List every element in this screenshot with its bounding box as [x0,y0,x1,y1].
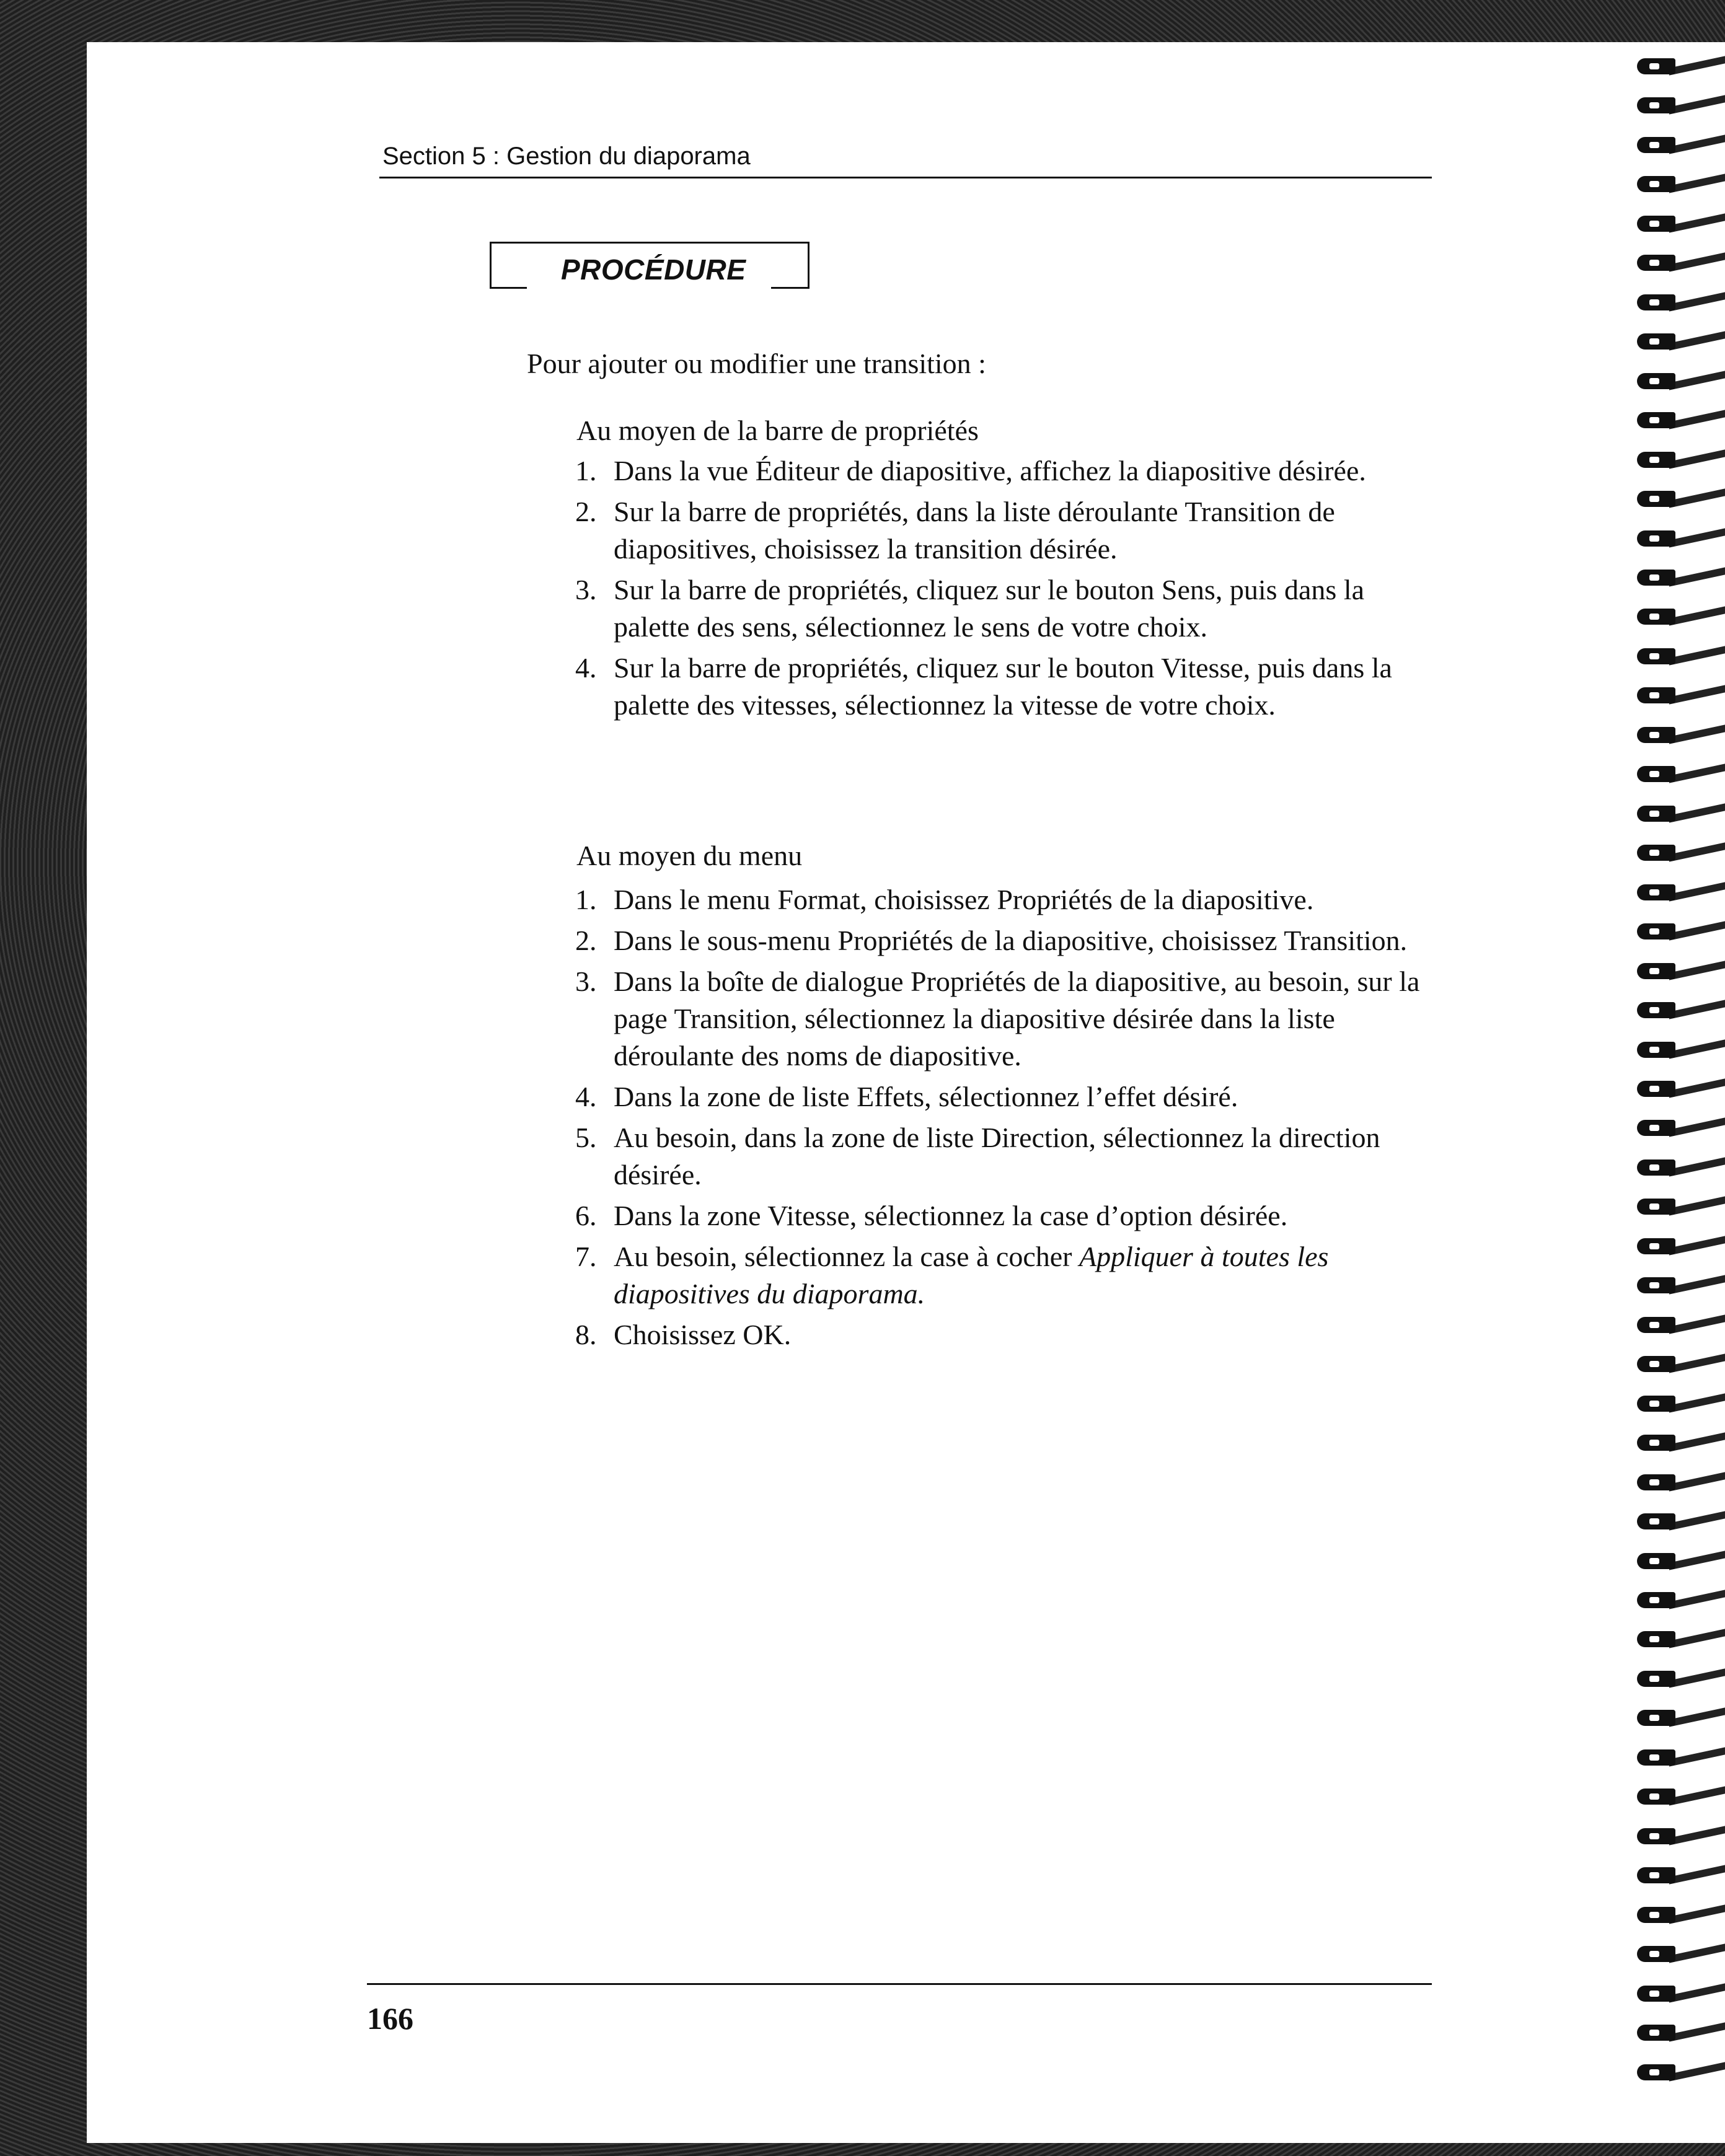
spiral-coil [1632,763,1725,785]
header-rule [379,177,1432,178]
spiral-coil [1632,1196,1725,1217]
step-text: Dans la vue Éditeur de diapositive, affichez la diapositive désirée. [614,455,1366,486]
spiral-coil [1632,1865,1725,1886]
spiral-coil [1632,1393,1725,1414]
spiral-coil [1632,1707,1725,1728]
group2-steps [575,881,1424,1357]
spiral-coil [1632,371,1725,392]
procedure-box-left-border [490,242,492,289]
step-number: 1. [575,455,597,486]
procedure-box [490,242,810,291]
spiral-coil [1632,1078,1725,1099]
step-item [575,1238,1424,1313]
spiral-coil [1632,1314,1725,1335]
spiral-coil [1632,449,1725,470]
spiral-coil [1632,1157,1725,1178]
step-number: 5. [575,1122,597,1153]
step-number: 2. [575,496,597,527]
spiral-coil [1632,1511,1725,1532]
group1-title: Au moyen de la barre de propriétés [576,415,979,446]
step-text: Au besoin, sélectionnez la case à cocher [614,1241,1079,1272]
spiral-coil [1632,1039,1725,1060]
step-text: Dans la zone Vitesse, sélectionnez la case d’option désirée. [614,1200,1288,1231]
spiral-coil [1632,331,1725,352]
step-item [575,881,1424,918]
step-text: Dans la boîte de dialogue Propriétés de la diapositive, au besoin, sur la page Transition, sélectionnez la diapositive désirée dans la liste déroulante des noms de diapositive. [614,966,1420,1071]
spiral-coil [1632,1590,1725,1611]
spiral-coil [1632,1432,1725,1453]
spiral-coil [1632,1668,1725,1689]
step-text: Sur la barre de propriétés, cliquez sur le bouton Sens, puis dans la palette des sens, sélectionnez le sens de votre choix. [614,574,1365,643]
spiral-coil [1632,1786,1725,1807]
step-number: 8. [575,1319,597,1350]
step-text: Sur la barre de propriétés, dans la liste déroulante Transition de diapositives, choisissez la transition désirée. [614,496,1335,565]
spiral-coil [1632,2062,1725,2083]
spiral-coil [1632,882,1725,903]
step-number: 4. [575,652,597,684]
spiral-coil [1632,1629,1725,1650]
spiral-coil [1632,2022,1725,2043]
page-number: 166 [367,2001,413,2036]
spiral-coil [1632,95,1725,116]
spiral-coil [1632,606,1725,627]
procedure-box-right-border [808,242,810,289]
procedure-box-bottom-left-border [490,287,527,289]
spiral-coil [1632,1983,1725,2004]
spiral-coil [1632,488,1725,509]
step-item [575,963,1424,1075]
spiral-coil [1632,292,1725,313]
spiral-coil [1632,1826,1725,1847]
step-italic-text: Appliquer à toutes les diapositives du diaporama. [614,1241,1329,1309]
step-item [575,1316,1424,1353]
procedure-box-bottom-right-border [771,287,810,289]
step-text: Choisissez OK. [614,1319,792,1350]
spiral-coil [1632,1551,1725,1572]
spiral-coil [1632,842,1725,863]
step-number: 1. [575,884,597,915]
spiral-coil [1632,1353,1725,1375]
step-item [575,649,1424,724]
step-item [575,922,1424,959]
spiral-binding [1632,56,1725,2119]
footer-rule [367,1983,1432,1985]
spiral-coil [1632,685,1725,706]
step-item [575,1119,1424,1194]
step-number: 2. [575,925,597,956]
step-number: 3. [575,574,597,605]
spiral-coil [1632,567,1725,588]
spiral-coil [1632,213,1725,234]
step-item [575,1078,1424,1115]
step-text: Sur la barre de propriétés, cliquez sur le bouton Vitesse, puis dans la palette des vitesses, sélectionnez la vitesse de votre choix. [614,652,1392,721]
spiral-coil [1632,646,1725,667]
step-number: 7. [575,1241,597,1272]
spiral-coil [1632,1747,1725,1768]
spiral-coil [1632,1472,1725,1493]
spiral-coil [1632,803,1725,824]
spiral-coil [1632,1236,1725,1257]
intro-text: Pour ajouter ou modifier une transition : [527,348,986,379]
group2-title: Au moyen du menu [576,840,803,871]
spiral-coil [1632,1000,1725,1021]
step-item [575,571,1424,646]
step-item [575,452,1424,490]
section-header: Section 5 : Gestion du diaporama [382,143,751,170]
step-number: 3. [575,966,597,997]
step-text: Dans le menu Format, choisissez Propriétés de la diapositive. [614,884,1314,915]
spiral-coil [1632,724,1725,746]
step-text: Dans le sous-menu Propriétés de la diapositive, choisissez Transition. [614,925,1408,956]
spiral-coil [1632,1943,1725,1965]
spiral-coil [1632,921,1725,942]
spiral-coil [1632,961,1725,982]
procedure-box-top-border [490,242,810,244]
step-text: Dans la zone de liste Effets, sélectionnez l’effet désiré. [614,1081,1238,1112]
spiral-coil [1632,134,1725,156]
spiral-coil [1632,1117,1725,1138]
step-number: 4. [575,1081,597,1112]
procedure-label: PROCÉDURE [561,253,746,286]
spiral-coil [1632,56,1725,77]
spiral-coil [1632,528,1725,549]
spiral-coil [1632,1275,1725,1296]
spiral-coil [1632,174,1725,195]
spiral-coil [1632,1904,1725,1925]
spiral-coil [1632,410,1725,431]
step-text: Au besoin, dans la zone de liste Direction, sélectionnez la direction désirée. [614,1122,1380,1190]
step-item [575,493,1424,568]
step-number: 6. [575,1200,597,1231]
step-item [575,1197,1424,1234]
group1-steps [575,452,1424,728]
spiral-coil [1632,252,1725,273]
